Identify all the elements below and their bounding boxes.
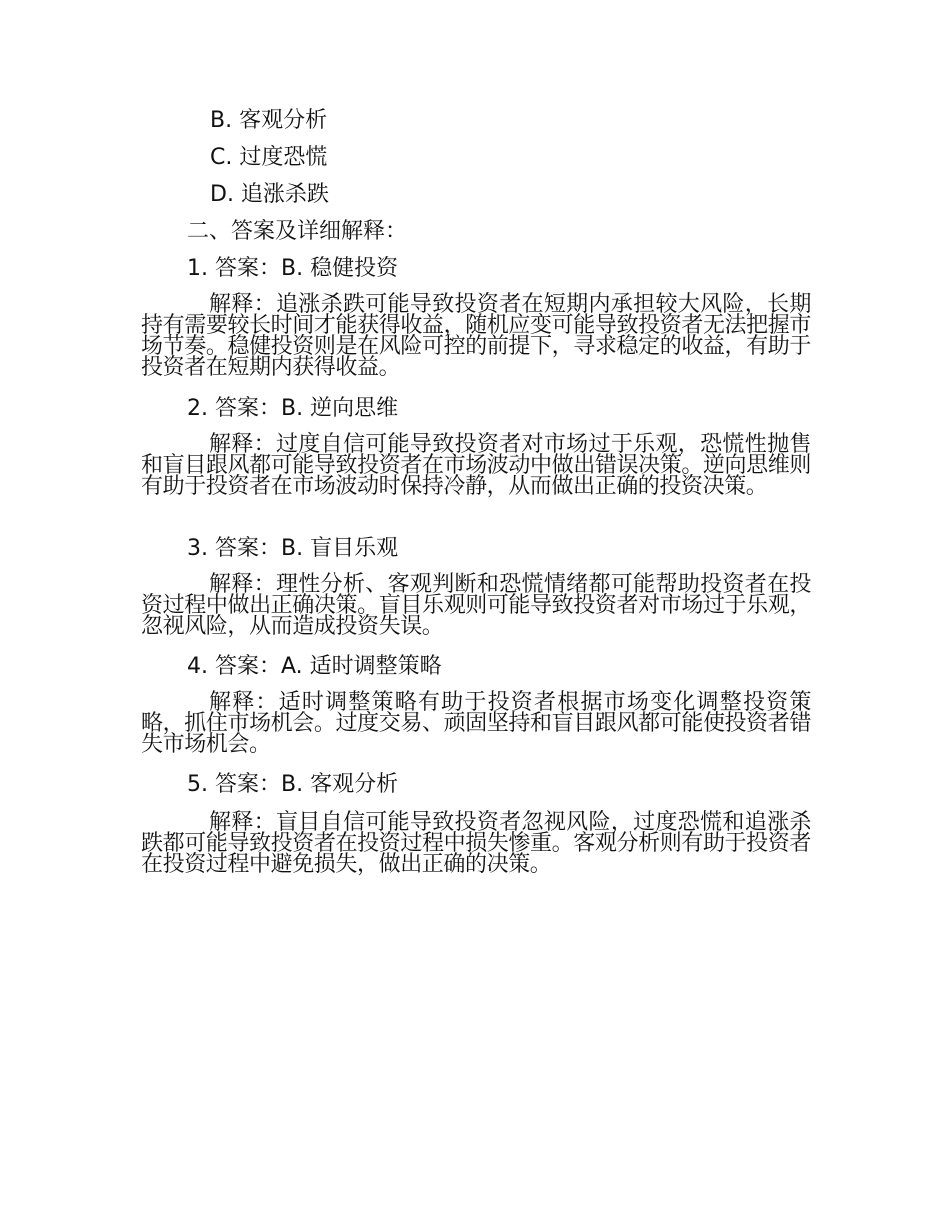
explanation-3: 解释：理性分析、客观判断和恐慌情绪都可能帮助投资者在投资过程中做出正确决策。盲目乐观则可能导致投资者对市场过于乐观，忽视风险，从而造成投资失误。 [141, 572, 811, 639]
answer-4: 4. 答案：A. 适时调整策略 [187, 654, 442, 679]
answer-3: 3. 答案：B. 盲目乐观 [187, 536, 399, 561]
explanation-4: 解释：适时调整策略有助于投资者根据市场变化调整投资策略，抓住市场机会。过度交易、顽固坚持和盲目跟风都可能使投资者错失市场机会。 [141, 690, 811, 757]
explanation-5: 解释：盲目自信可能导致投资者忽视风险，过度恐慌和追涨杀跌都可能导致投资者在投资过程中损失惨重。客观分析则有助于投资者在投资过程中避免损失，做出正确的决策。 [141, 810, 811, 877]
answer-2: 2. 答案：B. 逆向思维 [187, 396, 399, 421]
option-b: B. 客观分析 [210, 108, 328, 133]
explanation-2: 解释：过度自信可能导致投资者对市场过于乐观，恐慌性抛售和盲目跟风都可能导致投资者在市场波动中做出错误决策。逆向思维则有助于投资者在市场波动时保持冷静，从而做出正确的投资决策。 [141, 432, 811, 499]
answer-5: 5. 答案：B. 客观分析 [187, 772, 399, 797]
option-c: C. 过度恐慌 [210, 145, 328, 170]
option-d: D. 追涨杀跌 [210, 182, 329, 207]
section-heading: 二、答案及详细解释： [187, 219, 408, 244]
answer-1: 1. 答案：B. 稳健投资 [187, 256, 399, 281]
explanation-1: 解释：追涨杀跌可能导致投资者在短期内承担较大风险，长期持有需要较长时间才能获得收益，随机应变可能导致投资者无法把握市场节奏。稳健投资则是在风险可控的前提下，寻求稳定的收益，有助于投资者在短期内获得收益。 [141, 292, 811, 380]
